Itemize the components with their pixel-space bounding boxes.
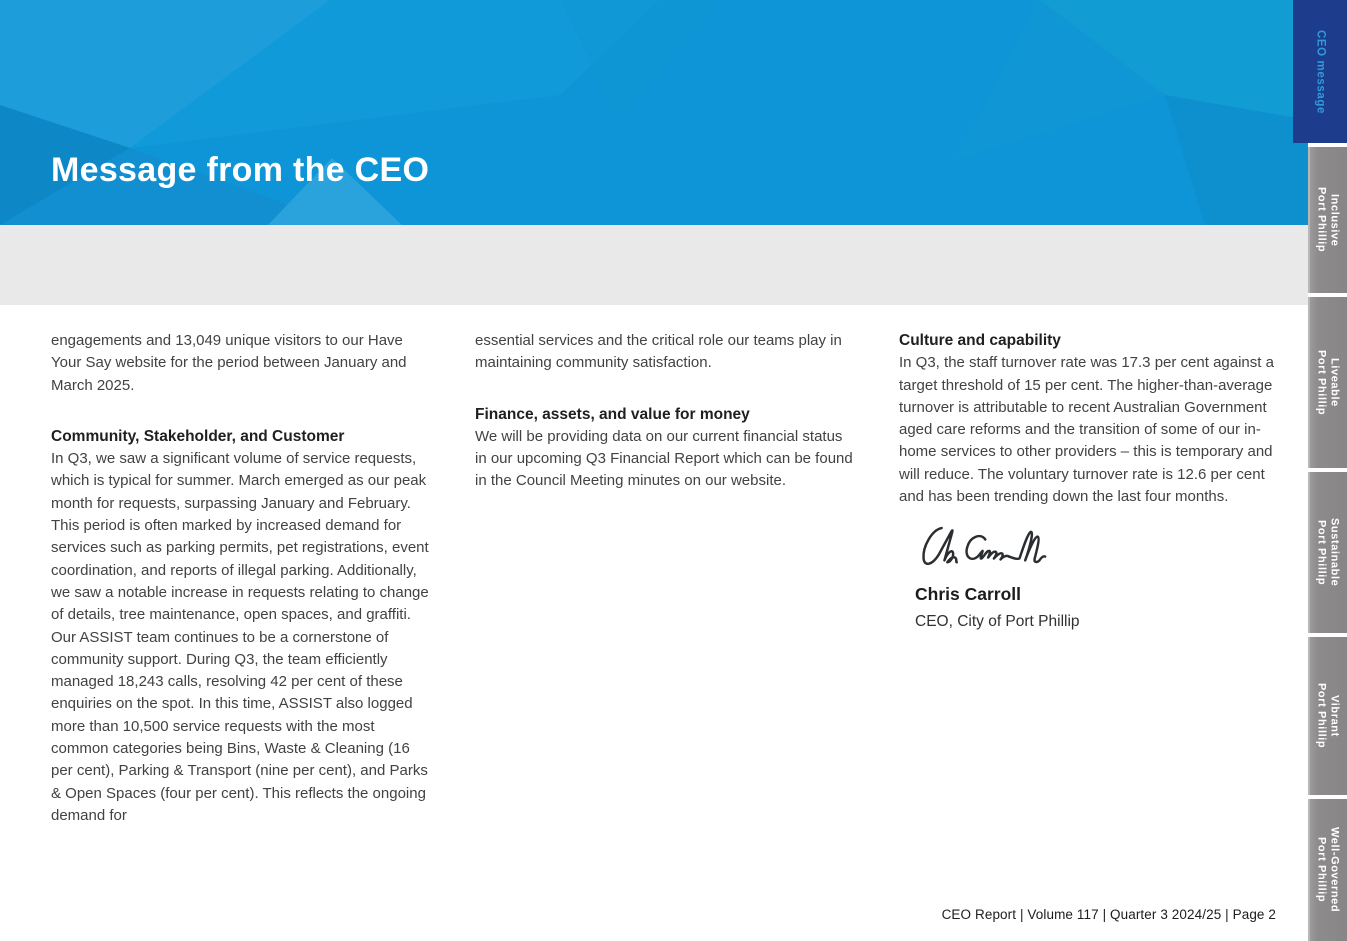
page-title: Message from the CEO bbox=[51, 151, 430, 189]
signature-icon bbox=[915, 520, 1067, 576]
section-heading-community: Community, Stakeholder, and Customer bbox=[51, 427, 345, 445]
paragraph-continued: essential services and the critical role our teams play in maintaining community satisfaction. bbox=[475, 332, 842, 372]
signatory-name: Chris Carroll bbox=[915, 584, 1021, 605]
tab-sustainable-port-phillip[interactable] bbox=[1308, 472, 1347, 633]
tab-vibrant-label: Vibrant Port Phillip bbox=[1315, 683, 1341, 749]
tab-liveable-port-phillip[interactable] bbox=[1308, 297, 1347, 468]
tab-ceo-message-label: CEO message bbox=[1314, 29, 1327, 114]
tab-vibrant-port-phillip[interactable] bbox=[1308, 637, 1347, 795]
tab-well-governed-port-phillip[interactable] bbox=[1308, 799, 1347, 941]
paragraph: We will be providing data on our current financial status in our upcoming Q3 Financial Report which can be found in the Council Meeting minutes on our website. bbox=[475, 427, 853, 490]
tab-sustainable-label: Sustainable Port Phillip bbox=[1315, 518, 1341, 587]
tab-inclusive-port-phillip[interactable] bbox=[1308, 147, 1347, 293]
signature-block bbox=[915, 520, 1281, 632]
tab-inclusive-label: Inclusive Port Phillip bbox=[1315, 187, 1341, 253]
text-column-3 bbox=[899, 330, 1281, 632]
tab-liveable-label: Liveable Port Phillip bbox=[1315, 349, 1341, 416]
paragraph-continued: engagements and 13,049 unique visitors to our Have Your Say website for the period between January and March 2025. bbox=[51, 332, 407, 394]
paragraph: In Q3, we saw a significant volume of service requests, which is typical for summer. March emerged as our peak month for requests, surpassing January and February. This period is often marked by increased demand for services such as parking permits, pet registrations, event coordination, and reports of illegal parking. Additionally, we saw a notable increase in requests relating to change of details, tree maintenance, open spaces, and graffiti. bbox=[51, 450, 429, 624]
section-heading-finance: Finance, assets, and value for money bbox=[475, 405, 750, 423]
paragraph: Our ASSIST team continues to be a cornerstone of community support. During Q3, the team efficiently managed 18,243 calls, resolving 42 per cent of these enquiries on the spot. In this time, ASSIST also logged more than 10,500 service requests with the most common categories being Bins, Waste & Cleaning (16 per cent), Parking & Transport (nine per cent), and Parks & Open Spaces (four per cent). This reflects the ongoing demand for bbox=[51, 628, 428, 824]
header-polygon-background bbox=[0, 0, 1308, 225]
section-heading-culture: Culture and capability bbox=[899, 332, 1061, 349]
tab-well-governed-label: Well-Governed Port Phillip bbox=[1315, 827, 1341, 913]
tab-ceo-message[interactable] bbox=[1293, 0, 1347, 143]
header-gray-band bbox=[0, 225, 1308, 305]
paragraph: In Q3, the staff turnover rate was 17.3 per cent against a target threshold of 15 per cent. The higher-than-average turnover is attributable to recent Australian Government aged care reforms and the transition of some of our in-home services to other providers – this is temporary and will reduce. The voluntary turnover rate is 12.6 per cent and has been trending down the last four months. bbox=[899, 354, 1274, 506]
page-header bbox=[0, 0, 1308, 225]
text-column-2 bbox=[475, 330, 857, 493]
signatory-role: CEO, City of Port Phillip bbox=[915, 613, 1080, 631]
text-column-1 bbox=[51, 330, 433, 827]
page-footer: CEO Report | Volume 117 | Quarter 3 2024/25 | Page 2 bbox=[941, 907, 1276, 922]
